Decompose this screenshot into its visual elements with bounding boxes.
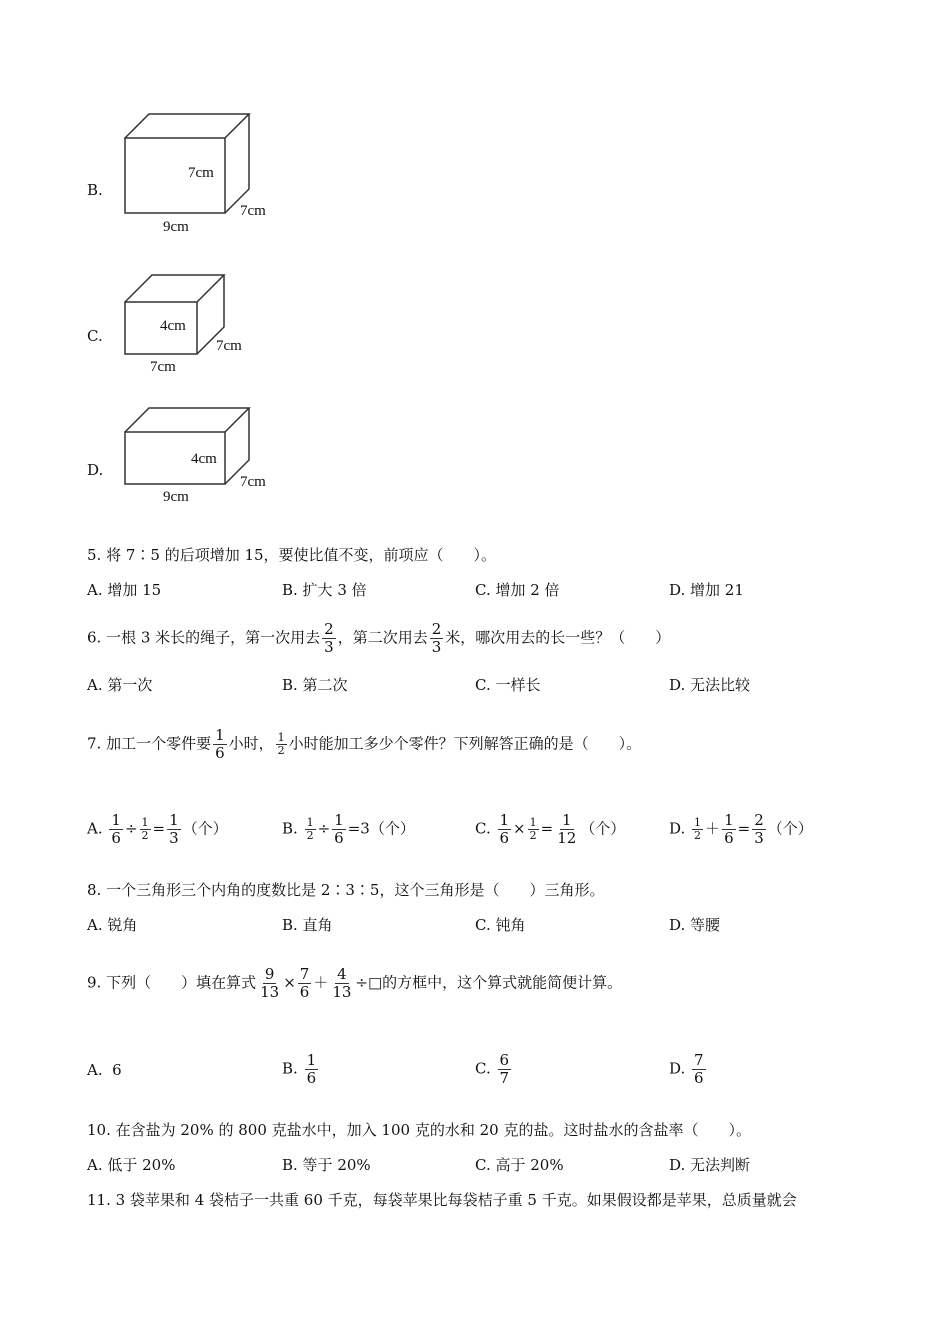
question-7 [87,727,641,762]
q9-text: ÷□的方框中，这个算式就能简便计算。 [355,973,623,992]
option-label-d: D. [87,461,104,479]
fraction [692,1052,706,1087]
numerator: 6 [499,1051,510,1069]
unit: （个） [182,819,228,838]
q9-text: 9. 下列（ ）填在算式 [87,973,257,992]
fraction [692,817,703,842]
q9-option-d [669,1052,708,1087]
fraction [213,727,227,762]
numerator: 1 [169,811,179,829]
denominator: 6 [111,829,121,847]
cuboid-figure-c [110,265,300,380]
fraction [330,966,353,1001]
q10-option-c: C. 高于 20% [475,1156,564,1174]
denominator: 2 [694,829,702,842]
q5-option-c: C. 增加 2 倍 [475,581,560,599]
denominator: 3 [431,638,442,656]
equals: = [540,819,554,838]
fraction [167,812,181,847]
depth-label: 7cm [216,338,242,354]
denominator: 6 [334,829,344,847]
unit: （个） [767,819,813,838]
fraction [276,732,287,757]
height-label: 4cm [191,451,217,467]
numerator: 1 [499,811,510,829]
q6-option-a: A. 第一次 [87,676,153,694]
q8-option-d: D. 等腰 [669,916,721,934]
option-label-b: B. [87,181,103,199]
q9-option-a [87,1060,122,1080]
numerator: 1 [111,811,121,829]
equals: =3 [347,819,370,838]
question-11: 11. 3 袋苹果和 4 袋桔子一共重 60 千克，每袋苹果比每袋桔子重 5 千克。如果假设都是苹果，总质量就会 [87,1191,797,1209]
option-label: B. [282,819,298,838]
numerator: 1 [306,816,314,829]
q6-option-b: B. 第二次 [282,676,348,694]
denominator: 6 [306,1069,317,1087]
numerator: 7 [299,965,310,983]
operator: × [283,973,296,992]
question-6 [87,621,670,656]
q5-option-b: B. 扩大 3 倍 [282,581,367,599]
denominator: 3 [169,829,179,847]
q6-text: ，第二次用去 [337,628,428,647]
q6-option-d: D. 无法比较 [669,676,751,694]
q10-option-b: B. 等于 20% [282,1156,371,1174]
option-label: C. [475,819,491,838]
q6-text: 6. 一根 3 米长的绳子，第一次用去 [87,628,321,647]
denominator: 13 [260,983,280,1001]
option-label: D. [669,1059,686,1078]
numerator: 9 [264,965,275,983]
denominator: 6 [694,1069,704,1087]
option-label: D. [669,819,686,838]
denominator: 7 [499,1069,510,1087]
numerator: 1 [724,811,734,829]
height-label: 7cm [188,165,214,181]
q8-option-b: B. 直角 [282,916,333,934]
fraction [140,817,151,842]
q5-option-d: D. 增加 21 [669,581,744,599]
numerator: 1 [561,811,572,829]
q6-text: 米，哪次用去的长一些？（ ） [445,628,671,647]
depth-label: 7cm [240,474,266,490]
operator: ＋ [705,819,721,838]
denominator: 3 [754,829,764,847]
operator: ＋ [313,973,329,992]
question-10: 10. 在含盐为 20% 的 800 克盐水中，加入 100 克的水和 20 克的盐。这时盐水的含盐率（ ）。 [87,1121,751,1139]
q9-option-b [282,1052,320,1087]
option-value: 6 [112,1061,122,1079]
denominator: 6 [499,829,510,847]
question-9 [87,966,622,1001]
numerator: 1 [215,726,225,744]
width-label: 9cm [163,219,189,235]
q8-option-c: C. 钝角 [475,916,526,934]
fraction [332,812,346,847]
denominator: 6 [724,829,734,847]
question-8: 8. 一个三角形三个内角的度数比是 2∶3∶5，这个三角形是（ ）三角形。 [87,881,605,899]
numerator: 2 [431,620,442,638]
fraction [528,817,539,842]
denominator: 12 [557,829,577,847]
q7-text: 小时能加工多少个零件？下列解答正确的是（ ）。 [288,734,642,753]
q7-text: 7. 加工一个零件要 [87,734,212,753]
option-label: B. [282,1059,298,1078]
q7-option-c [475,812,625,847]
numerator: 2 [754,811,764,829]
q7-option-a [87,812,228,847]
denominator: 6 [299,983,310,1001]
fraction [498,1052,512,1087]
width-label: 7cm [150,359,176,375]
fraction [322,621,336,656]
numerator: 1 [334,811,344,829]
fraction [752,812,766,847]
operator: ÷ [124,819,138,838]
cuboid-figure-d [110,400,300,510]
numerator: 4 [337,965,347,983]
fraction [305,1052,319,1087]
operator: ÷ [317,819,331,838]
fraction [305,817,316,842]
height-label: 4cm [160,318,186,334]
fraction [430,621,444,656]
q5-option-a: A. 增加 15 [87,581,162,599]
numerator: 1 [694,816,702,829]
numerator: 2 [324,620,334,638]
numerator: 1 [529,816,537,829]
q8-option-a: A. 锐角 [87,916,138,934]
denominator: 2 [306,829,314,842]
fraction [722,812,736,847]
q7-text: 小时， [228,734,274,753]
denominator: 6 [215,744,225,762]
numerator: 1 [277,731,285,744]
equals: = [737,819,751,838]
fraction [498,812,512,847]
option-label-c: C. [87,327,103,345]
width-label: 9cm [163,489,189,505]
q10-option-d: D. 无法判断 [669,1156,751,1174]
denominator: 2 [529,829,537,842]
unit: （个） [369,819,415,838]
option-label: A. [87,1061,103,1079]
denominator: 2 [141,829,149,842]
numerator: 7 [694,1051,704,1069]
option-label: C. [475,1059,491,1078]
unit: （个） [580,819,626,838]
q9-option-c [475,1052,513,1087]
fraction [258,966,281,1001]
cuboid-figure-b [110,105,300,240]
fraction [555,812,578,847]
denominator: 2 [277,744,285,757]
question-5: 5. 将 7∶5 的后项增加 15，要使比值不变，前项应（ ）。 [87,546,497,564]
depth-label: 7cm [240,203,266,219]
q7-option-b [282,812,415,847]
q7-option-d [669,812,813,847]
q6-option-c: C. 一样长 [475,676,541,694]
equals: = [152,819,166,838]
numerator: 1 [306,1051,317,1069]
operator: × [513,819,526,838]
fraction [109,812,123,847]
numerator: 1 [141,816,149,829]
option-label: A. [87,819,103,838]
denominator: 13 [332,983,352,1001]
denominator: 3 [324,638,334,656]
fraction [298,966,312,1001]
q10-option-a: A. 低于 20% [87,1156,176,1174]
